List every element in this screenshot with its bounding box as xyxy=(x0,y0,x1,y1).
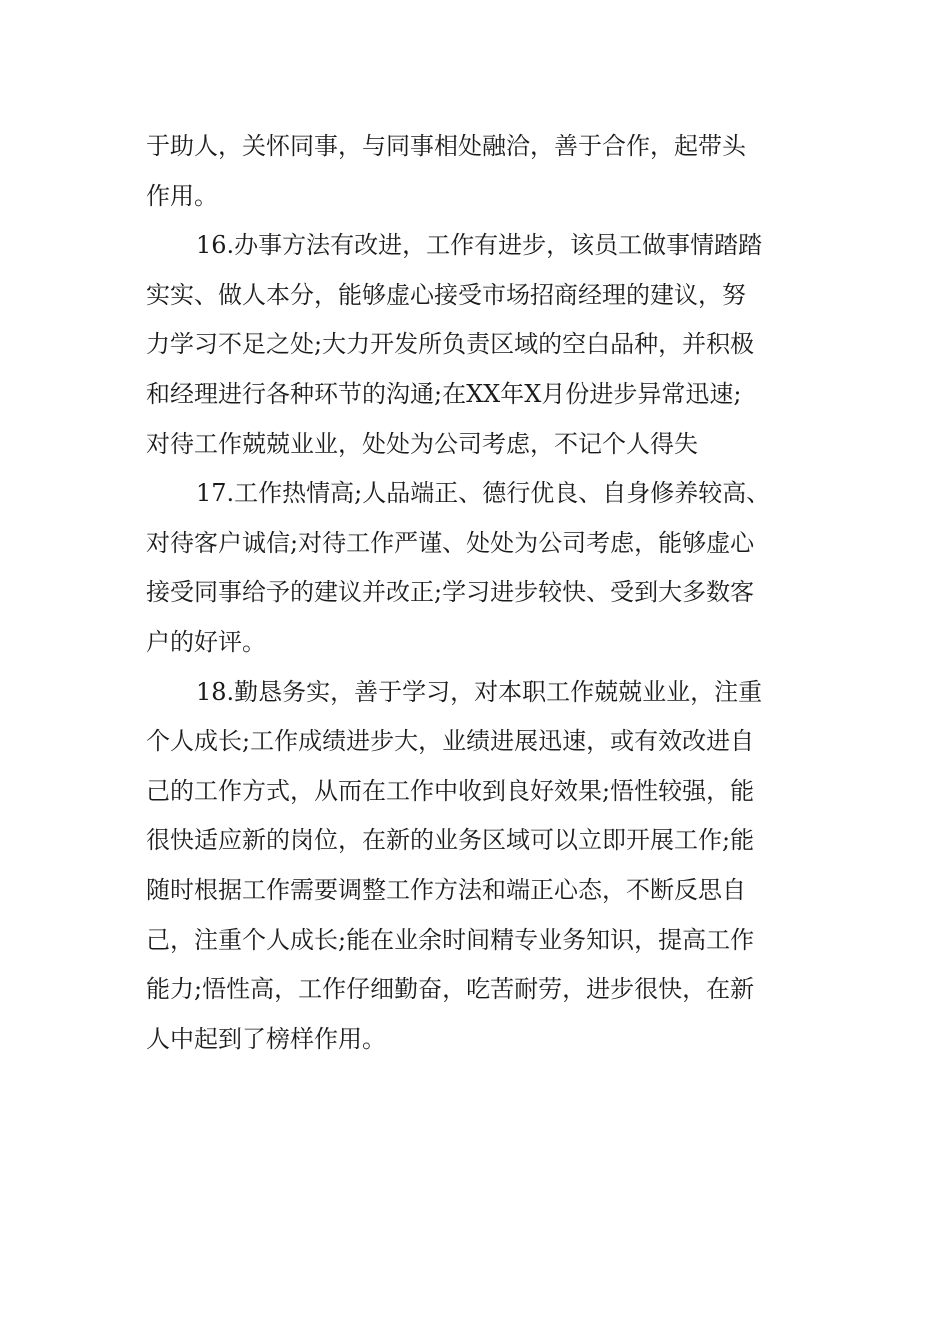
text-line: 个人成长;工作成绩进步大，业绩进展迅速，或有效改进自 xyxy=(146,727,755,756)
text-line: 户的好评。 xyxy=(146,627,266,656)
text-line: 和经理进行各种环节的沟通;在XX年X月份进步异常迅速; xyxy=(146,379,742,408)
paragraph-18-first-line: 18.勤恳务实，善于学习，对本职工作兢兢业业，注重 xyxy=(196,677,763,706)
paragraph-16-first-line: 16.办事方法有改进，工作有进步，该员工做事情踏踏 xyxy=(196,231,763,260)
text-line: 人中起到了榜样作用。 xyxy=(146,1024,386,1053)
text-line: 对待工作兢兢业业，处处为公司考虑，不记个人得失 xyxy=(146,429,698,458)
text-line: 很快适应新的岗位，在新的业务区域可以立即开展工作;能 xyxy=(146,826,755,855)
text-line: 能力;悟性高，工作仔细勤奋，吃苦耐劳，进步很快，在新 xyxy=(146,975,755,1004)
document-body xyxy=(146,122,826,1064)
text-line: 对待客户诚信;对待工作严谨、处处为公司考虑，能够虚心 xyxy=(146,528,755,557)
text-line: 随时根据工作需要调整工作方法和端正心态，不断反思自 xyxy=(146,875,746,904)
text-line: 作用。 xyxy=(146,181,218,210)
paragraph-17-first-line: 17.工作热情高;人品端正、德行优良、自身修养较高、 xyxy=(196,479,771,508)
text-line: 接受同事给予的建议并改正;学习进步较快、受到大多数客 xyxy=(146,578,755,607)
text-line: 力学习不足之处;大力开发所负责区域的空白品种，并积极 xyxy=(146,330,755,359)
text-line: 于助人，关怀同事，与同事相处融洽，善于合作，起带头 xyxy=(146,132,746,160)
text-line: 实实、做人本分，能够虚心接受市场招商经理的建议，努 xyxy=(146,280,746,309)
text-line: 己，注重个人成长;能在业余时间精专业务知识，提高工作 xyxy=(146,925,755,954)
text-line: 己的工作方式，从而在工作中收到良好效果;悟性较强，能 xyxy=(146,776,755,805)
